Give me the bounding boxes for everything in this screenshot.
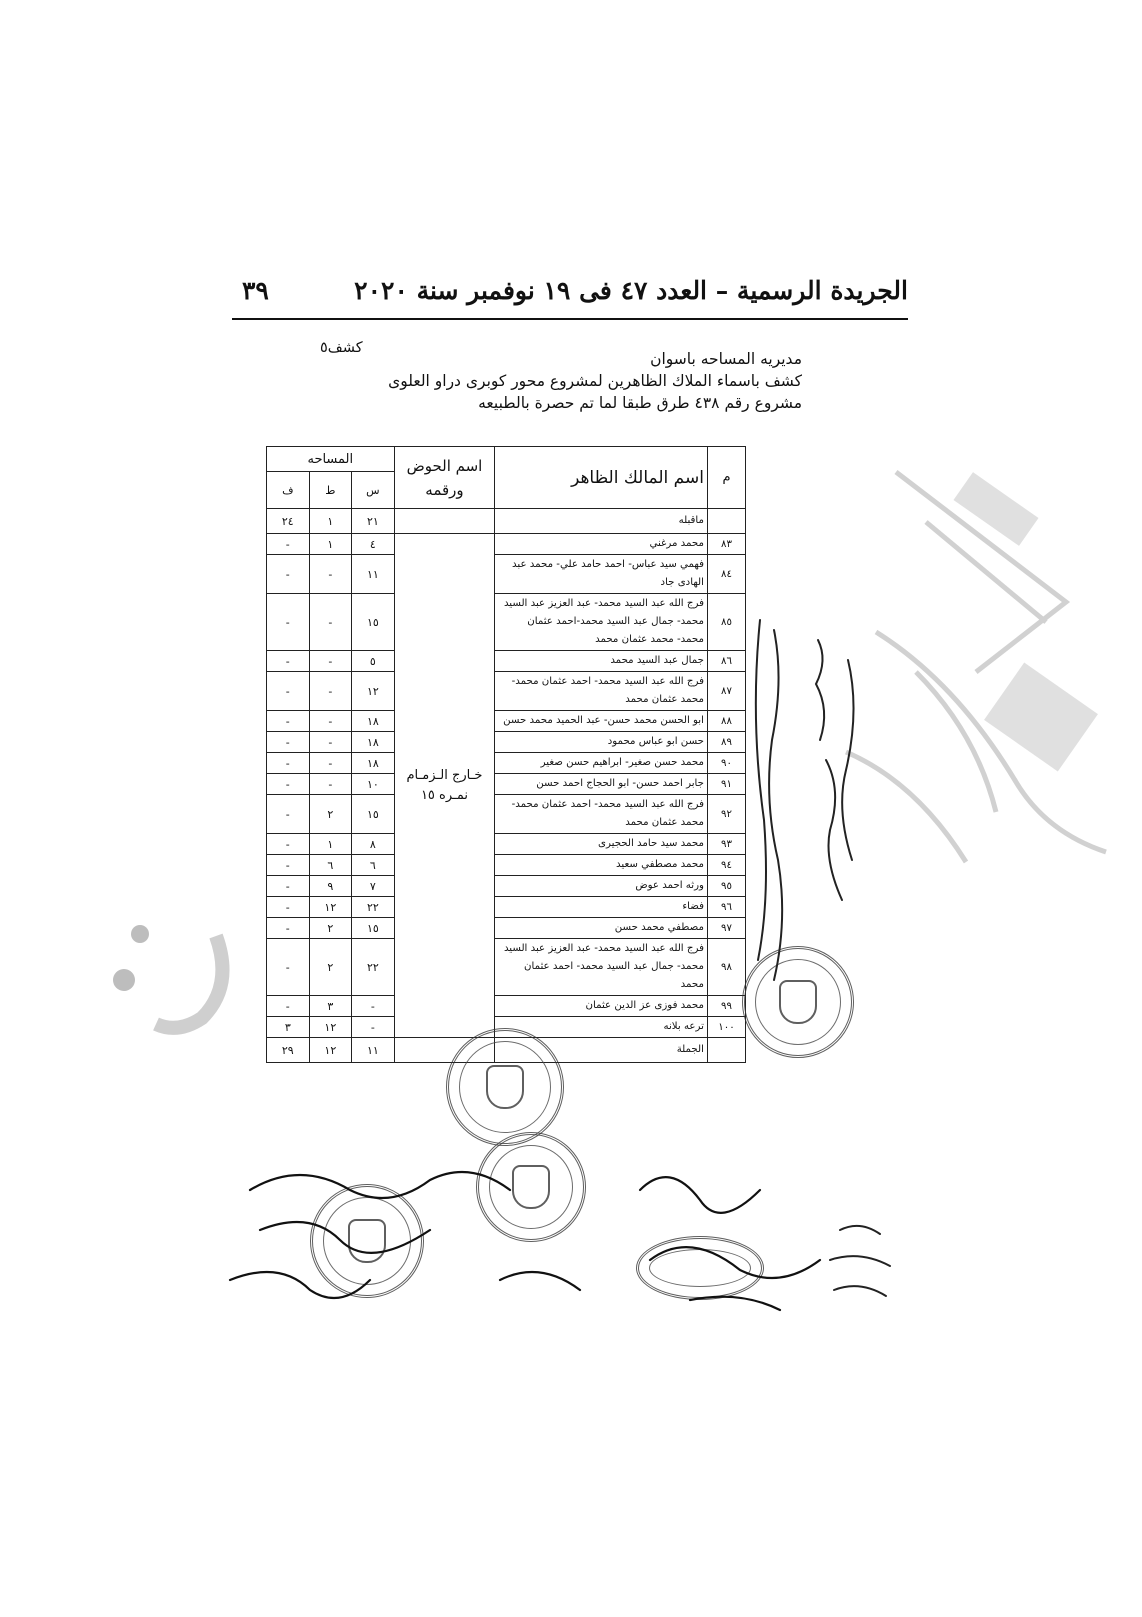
owner-name: محمد مصطفي سعيد [495,855,708,876]
area-f: - [267,672,310,711]
table-row [267,555,746,594]
handwritten-corner-notes [820,1210,900,1310]
table-row [267,774,746,795]
owner-name: جمال عبد السيد محمد [495,651,708,672]
table-row [267,672,746,711]
area-s: ١٠ [352,774,395,795]
header-unit-f: ف [267,472,310,509]
row-number: ٨٥ [707,594,745,651]
area-t: ١ [309,834,352,855]
official-stamp-center [446,1028,564,1146]
owner-name: فهمي سيد عباس- احمد حامد علي- محمد عبد الهادى جاد [495,555,708,594]
eagle-emblem-icon [348,1219,386,1263]
area-f: ٣ [267,1017,310,1038]
area-s: - [352,1017,395,1038]
area-t: ٢ [309,918,352,939]
area-s: ١٨ [352,732,395,753]
row-number: ٩٧ [707,918,745,939]
area-t: - [309,753,352,774]
table-row [267,651,746,672]
area-s: ٢٢ [352,939,395,996]
official-stamp-left [310,1184,424,1298]
document-heading [282,348,802,414]
area-s: ١٨ [352,711,395,732]
area-t: - [309,774,352,795]
table-header-row [267,447,746,472]
table-cell-basin [394,509,495,534]
row-number: ٩٤ [707,855,745,876]
eagle-emblem-icon [779,980,817,1024]
owner-name: فرج الله عبد السيد محمد- احمد عثمان محمد-محمد عثمان محمد [495,795,708,834]
area-s: - [352,996,395,1017]
table-row [267,753,746,774]
row-number: ٩٠ [707,753,745,774]
area-s: ١٨ [352,753,395,774]
area-t: - [309,732,352,753]
table-row [267,534,746,555]
owner-name: ترعه بلانه [495,1017,708,1038]
table-cell-num [707,1038,745,1063]
table-cell-num [707,509,745,534]
area-f: - [267,711,310,732]
owner-name: فرج الله عبد السيد محمد- عبد العزيز عبد السيد محمد- جمال عبد السيد محمد-احمد عثمان محمد- محمد عثمان محمد [495,594,708,651]
carried-forward-s: ٢١ [352,509,395,534]
area-t: - [309,651,352,672]
basin-name: خـارج الـزمـام نمـره ١٥ [394,534,495,1038]
row-number: ٨٣ [707,534,745,555]
header-unit-t: ط [309,472,352,509]
area-f: - [267,855,310,876]
area-f: - [267,555,310,594]
row-number: ٩٢ [707,795,745,834]
row-number: ٩٨ [707,939,745,996]
area-t: ٢ [309,795,352,834]
eagle-emblem-icon [486,1065,524,1109]
carried-forward-f: ٢٤ [267,509,310,534]
area-t: - [309,594,352,651]
table-row [267,855,746,876]
area-s: ١٥ [352,918,395,939]
carried-forward-row [267,509,746,534]
carried-forward-t: ١ [309,509,352,534]
owner-name: ابو الحسن محمد حسن- عبد الحميد محمد حسن [495,711,708,732]
area-f: - [267,774,310,795]
area-s: ٦ [352,855,395,876]
carried-forward-label: ماقبله [495,509,708,534]
row-number: ٩٥ [707,876,745,897]
owner-name: محمد فوزى عز الدين عثمان [495,996,708,1017]
area-f: - [267,732,310,753]
area-f: - [267,534,310,555]
total-t: ١٢ [309,1038,352,1063]
table-row [267,795,746,834]
area-s: ٨ [352,834,395,855]
area-s: ١١ [352,555,395,594]
page-number: ٣٩ [242,276,269,305]
row-number: ١٠٠ [707,1017,745,1038]
owners-table [266,446,746,1063]
row-number: ٨٦ [707,651,745,672]
area-f: - [267,918,310,939]
area-f: - [267,594,310,651]
area-s: ١٢ [352,672,395,711]
sheet-label: كشف٥ [320,340,363,356]
header-owner: اسم المالك الظاهر [495,447,708,509]
gazette-title: الجريدة الرسمية – العدد ٤٧ فى ١٩ نوفمبر سنة ٢٠٢٠ [354,276,908,305]
official-stamp-right [742,946,854,1058]
title-line-1: كشف باسماء الملاك الظاهرين لمشروع محور كوبرى دراو العلوى [388,372,802,390]
table-row [267,876,746,897]
row-number: ٨٤ [707,555,745,594]
area-t: ١ [309,534,352,555]
area-t: - [309,555,352,594]
table-row [267,732,746,753]
table-row [267,897,746,918]
area-f: - [267,996,310,1017]
table-row [267,594,746,651]
gazette-header [232,276,908,320]
area-s: ١٥ [352,795,395,834]
row-number: ٨٩ [707,732,745,753]
area-f: - [267,651,310,672]
official-stamp-bottom [636,1236,764,1300]
table-row [267,711,746,732]
header-num: م [707,447,745,509]
area-t: ١٢ [309,1017,352,1038]
area-f: - [267,876,310,897]
area-t: ١٢ [309,897,352,918]
row-number: ٩١ [707,774,745,795]
title-line-2: مشروع رقم ٤٣٨ طرق طبقا لما تم حصرة بالطبيعه [478,394,802,412]
area-t: ٦ [309,855,352,876]
owner-name: فرج الله عبد السيد محمد- عبد العزيز عبد السيد محمد- جمال عبد السيد محمد- احمد عثمان محمد [495,939,708,996]
total-label: الجملة [495,1038,708,1063]
owner-name: محمد مرغني [495,534,708,555]
row-number: ٩٦ [707,897,745,918]
owner-name: ورثه احمد عوض [495,876,708,897]
owner-name: مصطفي محمد حسن [495,918,708,939]
official-stamp-lower [476,1132,586,1242]
row-number: ٨٧ [707,672,745,711]
header-unit-s: س [352,472,395,509]
directorate-line: مديريه المساحه باسوان [650,350,802,368]
area-s: ٢٢ [352,897,395,918]
area-s: ٤ [352,534,395,555]
table-row [267,834,746,855]
table-body [267,509,746,1038]
total-f: ٢٩ [267,1038,310,1063]
area-t: ٩ [309,876,352,897]
area-t: - [309,672,352,711]
area-s: ٧ [352,876,395,897]
area-f: - [267,753,310,774]
area-t: ٣ [309,996,352,1017]
owner-name: جابر احمد حسن- ابو الحجاج احمد حسن [495,774,708,795]
area-f: - [267,795,310,834]
owner-name: حسن ابو عباس محمود [495,732,708,753]
owner-name: فضاء [495,897,708,918]
header-basin: اسم الحوض ورقمه [394,447,495,509]
owner-name: فرج الله عبد السيد محمد- احمد عثمان محمد- محمد عثمان محمد [495,672,708,711]
owner-name: محمد سيد حامد الحجيرى [495,834,708,855]
row-number: ٩٣ [707,834,745,855]
owner-name: محمد حسن صغير- ابراهيم حسن صغير [495,753,708,774]
area-f: - [267,939,310,996]
area-f: - [267,834,310,855]
row-number: ٨٨ [707,711,745,732]
area-t: - [309,711,352,732]
table-row [267,996,746,1017]
watermark-graphic [806,452,1118,872]
area-s: ٥ [352,651,395,672]
header-area: المساحه [267,447,395,472]
table-row [267,918,746,939]
eagle-emblem-icon [512,1165,550,1209]
area-t: ٢ [309,939,352,996]
table-row [267,939,746,996]
area-s: ١٥ [352,594,395,651]
total-s: ١١ [352,1038,395,1063]
area-f: - [267,897,310,918]
row-number: ٩٩ [707,996,745,1017]
logo-mark [106,906,236,1036]
